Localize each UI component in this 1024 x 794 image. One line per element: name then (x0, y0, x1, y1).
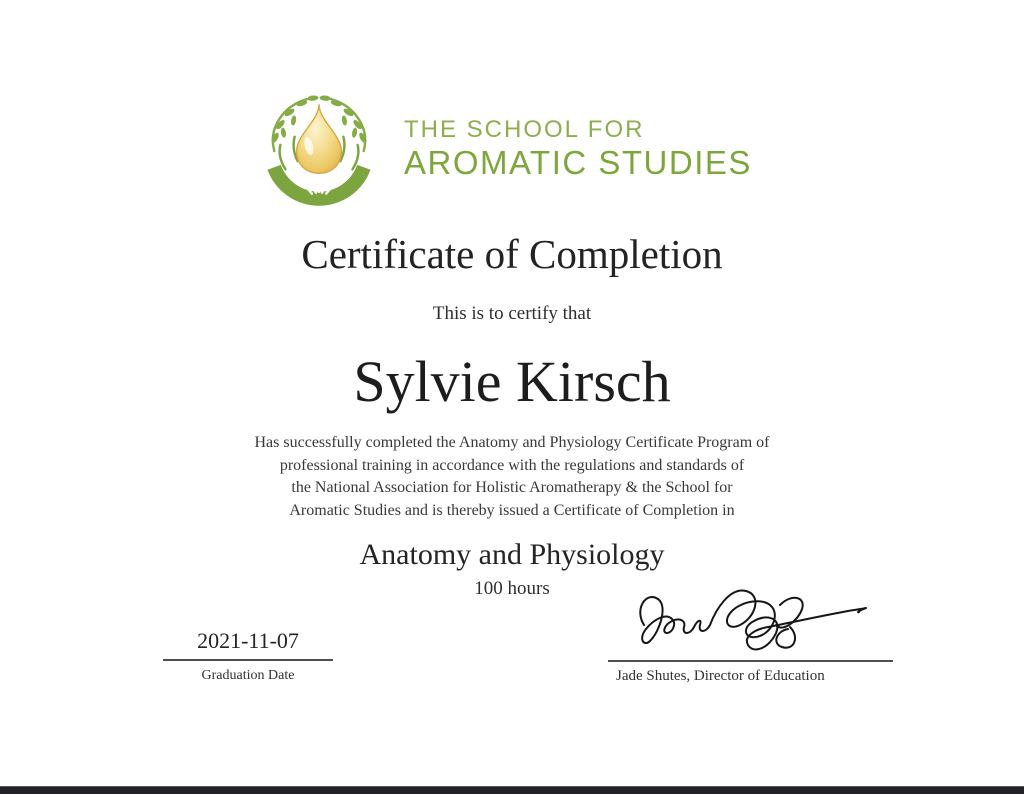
graduation-date-value: 2021-11-07 (197, 628, 299, 653)
signature-scribble-icon (624, 583, 876, 661)
graduation-date-label: Graduation Date (201, 668, 295, 683)
body-line: professional training in accordance with the regulations and standards of (279, 456, 745, 474)
logo-text (404, 116, 752, 182)
body-line: the National Association for Holistic Aromatherapy & the School for (291, 479, 733, 496)
program-name: Anatomy and Physiology (359, 538, 665, 571)
logo-line2: AROMATIC STUDIES (404, 144, 752, 181)
recipient-name: Sylvie Kirsch (353, 349, 671, 414)
window-bottom-bar (0, 786, 1024, 794)
certify-subtitle: This is to certify that (432, 303, 592, 324)
signature-underline (608, 660, 893, 662)
certificate-title: Certificate of Completion (301, 231, 723, 277)
body-line: Aromatic Studies and is thereby issued a Certificate of Completion in (289, 501, 735, 519)
program-hours: 100 hours (474, 578, 550, 599)
logo-line1: THE SCHOOL FOR (404, 116, 645, 143)
body-line: Has successfully completed the Anatomy and Physiology Certificate Program of (254, 434, 770, 451)
date-underline (163, 659, 333, 661)
hands-oil-drop-logo-icon (256, 88, 382, 214)
signature-label: Jade Shutes, Director of Education (616, 668, 825, 684)
certificate-body (232, 432, 792, 522)
